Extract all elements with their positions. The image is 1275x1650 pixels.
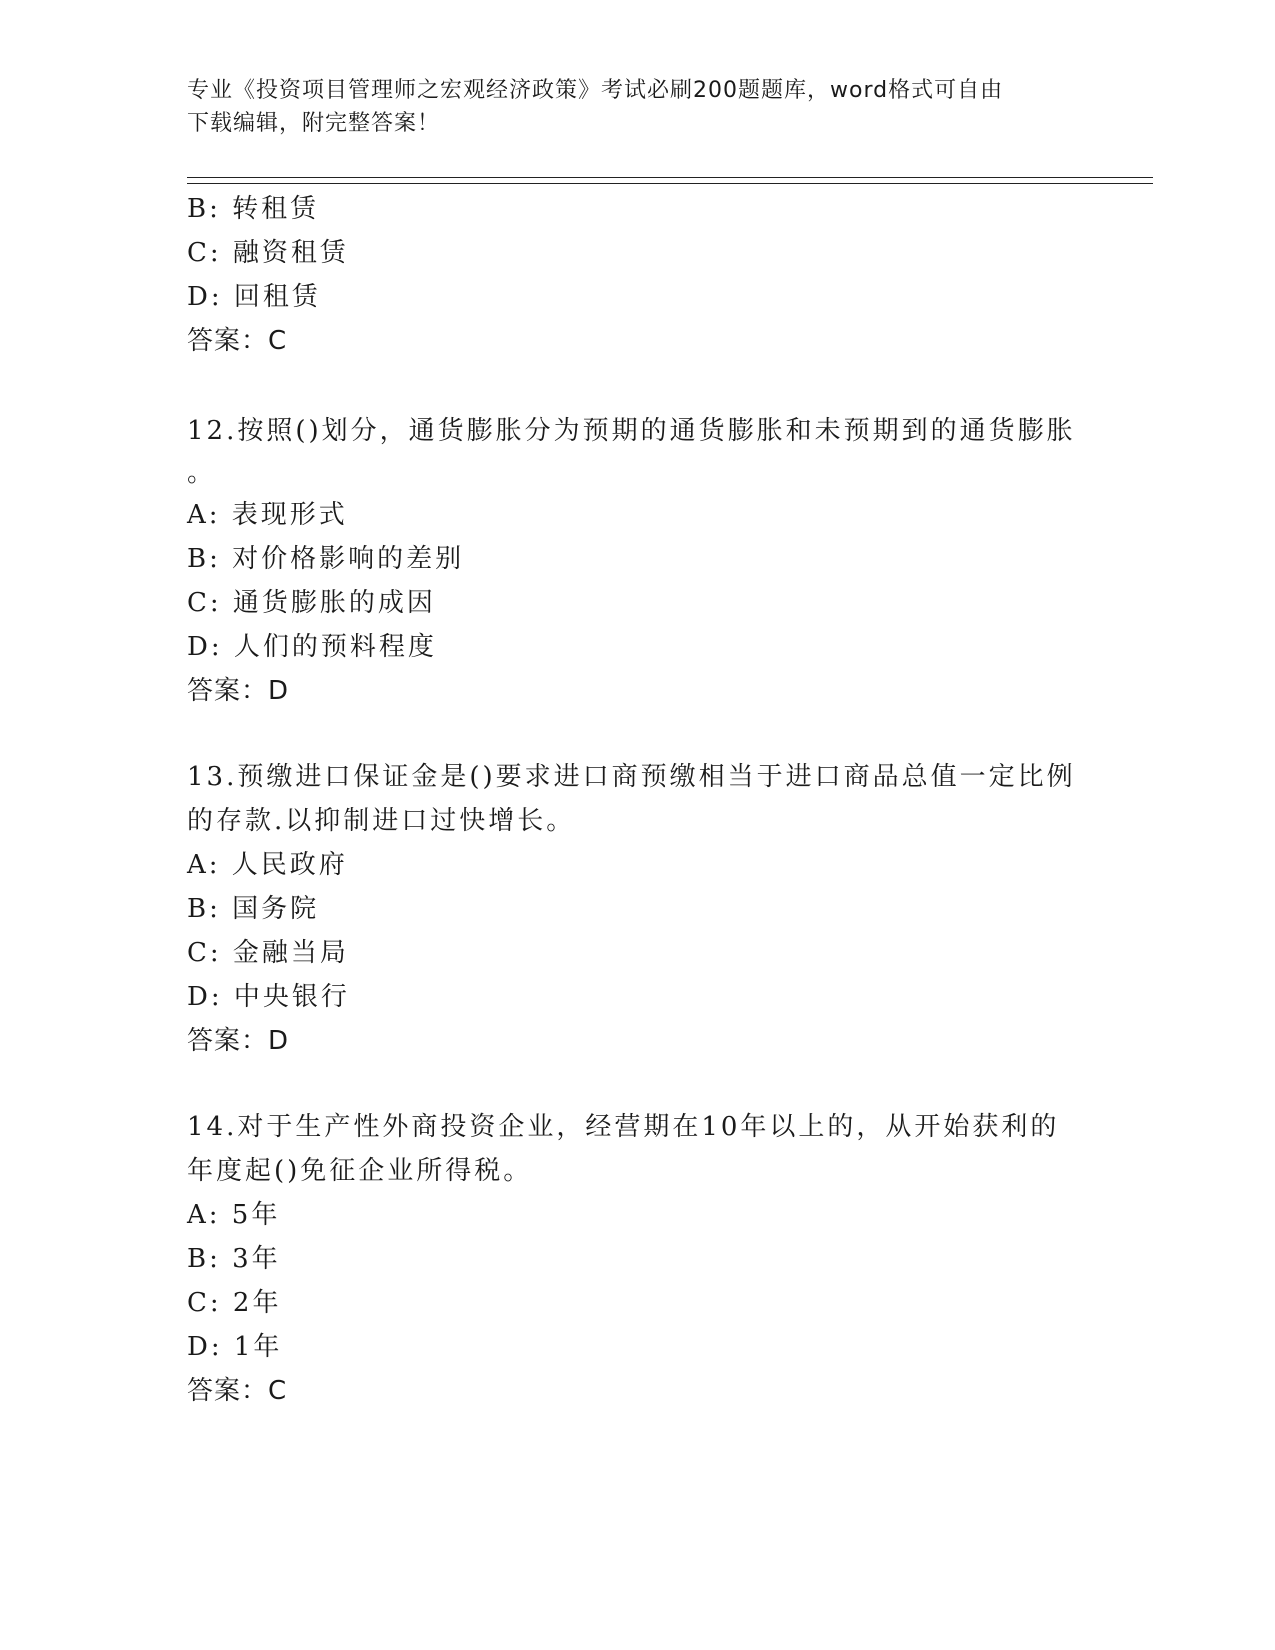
header-divider-top xyxy=(187,177,1153,178)
q11-option-c: C: 融资租赁 xyxy=(187,238,349,268)
q12-stem-line-2: 。 xyxy=(187,458,217,488)
document-header xyxy=(187,74,1067,140)
q12-option-b: B: 对价格影响的差别 xyxy=(187,544,465,574)
q14-stem-line-1: 14.对于生产性外商投资企业，经营期在10年以上的，从开始获利的 xyxy=(187,1112,1060,1142)
q11-answer: 答案：C xyxy=(187,326,288,356)
q12-answer: 答案：D xyxy=(187,676,290,706)
header-line-1: 专业《投资项目管理师之宏观经济政策》考试必刷200题题库，word格式可自由 xyxy=(187,78,1004,103)
q13-option-a: A: 人民政府 xyxy=(187,850,348,880)
q14-answer: 答案：C xyxy=(187,1376,288,1406)
header-line-2: 下载编辑，附完整答案！ xyxy=(187,111,441,136)
q12-option-d: D: 人们的预料程度 xyxy=(187,632,437,662)
q13-stem-line-2: 的存款.以抑制进口过快增长。 xyxy=(187,806,576,836)
q12-stem-line-1: 12.按照()划分，通货膨胀分为预期的通货膨胀和未预期到的通货膨胀 xyxy=(187,416,1076,446)
q13-answer: 答案：D xyxy=(187,1026,290,1056)
q11-option-b: B: 转租赁 xyxy=(187,194,320,224)
q14-option-b: B: 3年 xyxy=(187,1244,281,1274)
q14-option-c: C: 2年 xyxy=(187,1288,282,1318)
q14-option-d: D: 1年 xyxy=(187,1332,283,1362)
q11-option-d: D: 回租赁 xyxy=(187,282,321,312)
q13-option-c: C: 金融当局 xyxy=(187,938,349,968)
q12-option-a: A: 表现形式 xyxy=(187,500,348,530)
header-divider-bottom xyxy=(187,183,1153,184)
q14-option-a: A: 5年 xyxy=(187,1200,281,1230)
q14-stem-line-2: 年度起()免征企业所得税。 xyxy=(187,1156,533,1186)
q13-option-b: B: 国务院 xyxy=(187,894,320,924)
q13-option-d: D: 中央银行 xyxy=(187,982,350,1012)
q12-option-c: C: 通货膨胀的成因 xyxy=(187,588,436,618)
q13-stem-line-1: 13.预缴进口保证金是()要求进口商预缴相当于进口商品总值一定比例 xyxy=(187,762,1076,792)
